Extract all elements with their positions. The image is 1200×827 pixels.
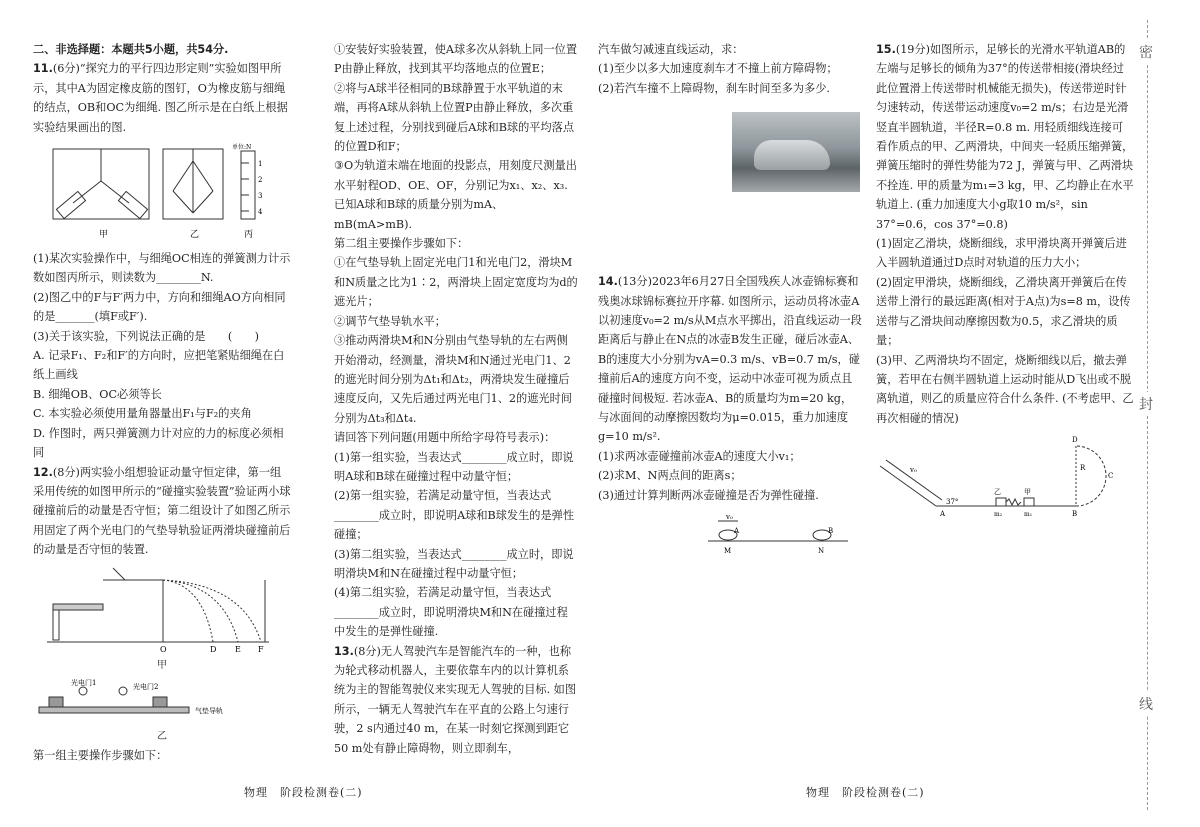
q11-intro [33,59,291,137]
q14-intro [598,272,862,447]
q14-v0-label: v₀ [726,513,733,522]
q15-number: 15. [876,43,896,56]
q13-part-1: (1)至少以多大加速度刹车才不撞上前方障碍物； [598,62,838,76]
q14-label-m: M [724,547,732,556]
q11-fig-jia [53,149,149,219]
q11-figure [33,141,273,245]
q11-part-1: (1)某次实验操作中，与细绳OC相连的弹簧测力计示数如图丙所示，则读数为________N. [33,252,291,285]
q15-part-3: (3)甲、乙两滑块均不固定，烧断细线以后，撤去弹簧，若甲在右侧半圆轨道上运动时能从D飞出或不脱离轨道，则乙的质量应符合什么条件. (不考虑甲、乙再次相碰的情况) [876,353,1134,425]
q11-option-b: B. 细绳OB、OC必须等长 [33,387,162,401]
q15-label-b: B [1072,510,1078,519]
q14-number: 14. [598,275,618,289]
q13-intro [334,642,578,758]
q12-step-1: ①安装好实验装置，使A球多次从斜轨上同一位置P由静止释放，找到其平均落地点的位置E； [334,43,578,76]
q12-answer-3: (3)第二组实验，当表达式________成立时，即说明滑块M和N在碰撞过程中动量守恒； [334,547,574,580]
q14-label-b: B [828,527,834,536]
q12-fig-yi-label: 乙 [157,730,167,742]
q12-figure-jia [33,564,273,652]
binding-char-xian: 线 [1139,692,1153,716]
q12-answer-2: (2)第一组实验，若满足动量守恒，当表达式________成立时，即说明A球和B球发生的是弹性碰撞； [334,489,575,542]
q11-scale-tick: 1 [258,160,263,169]
q15-label-c: C [1108,472,1114,481]
q14-intro-text: (13分)2023年6月27日全国残疾人冰壶锦标赛和残奥冰球锦标赛拉开序幕. 如图所示，运动员将冰壶A以初速度v₀=2 m/s从M点水平掷出，沿直线运动一段距离后与静止在N点的冰壶B发生正碰，碰后冰壶A、B的速度大小分别为vA=0.3 m/s、vB=0.7 m/s，碰撞前后A的速度方向不变，运动中冰壶可视为质点且碰撞时间极短. 若冰壶A、B的质量均为m=20 kg，与冰面间的动摩擦因数均为μ=0.015，重力加速度g=10 m/s². [598,275,862,444]
q11-fig-label-bing: 丙 [244,230,254,241]
q11-fig-bing [241,151,255,219]
footer-right: 物理 阶段检测卷(二) [806,786,925,799]
car-image [754,140,830,170]
q12-group1-steps: 第一组主要操作步骤如下： [33,749,168,763]
q12-group2-step-2: ②调节气垫导轨水平； [334,314,446,328]
q12-group2-step-3: ③推动两滑块M和N分别由气垫导轨的左右两侧开始滑动，经测量，滑块M和N通过光电门1、2的遮光时间分别为Δt₁和Δt₂，两滑块发生碰撞后速度反向，又先后通过两光电门1、2的遮光时间分别为Δt₃和Δt₄. [334,334,572,425]
q13-intro-text: (8分)无人驾驶汽车是智能汽车的一种，也称为轮式移动机器人，主要依靠车内的以计算机系统为主的智能驾驶仪来实现无人驾驶的目标. 如图所示，一辆无人驾驶汽车在平直的公路上匀速行驶，2 s内通过40 m，在某一时刻它探测到距它50 m处有静止障碍物，则立即刹车， [334,644,577,755]
q14-part-2: (2)求M、N两点间的距离s； [598,469,742,483]
q12-gate1-label: 光电门1 [71,678,97,687]
binding-char-feng: 封 [1139,392,1153,416]
q12-intro-text: (8分)两实验小组想验证动量守恒定律，第一组采用传统的如图甲所示的“碰撞实验装置”验证两小球碰撞前后的动量是否守恒；第二组设计了如图乙所示用固定了两个光电门的气垫导轨验证两滑块碰撞前后的动量是否守恒的装置. [33,465,291,557]
q15-label-a: A [940,510,946,519]
footer-left: 物理 阶段检测卷(二) [244,786,363,799]
q15-label-m1: m₁ [1024,511,1033,519]
q12-answer-1: (1)第一组实验，当表达式________成立时，即说明A球和B球在碰撞过程中动量守恒； [334,450,574,483]
q13-continued: 汽车做匀减速直线运动，求： [598,43,744,56]
q12-number: 12. [33,465,53,479]
q12-air-track-label: 气垫导轨 [195,706,223,715]
q15-angle-label: 37° [946,498,959,507]
q14-part-1: (1)求两冰壶碰撞前冰壶A的速度大小v₁； [598,449,801,463]
q12-fig-jia-label: 甲 [157,659,167,671]
q12-point-f: F [258,644,264,652]
q12-answer-4: (4)第二组实验，若满足动量守恒，当表达式________成立时，即说明滑块M和N在碰撞过程中发生的是弹性碰撞. [334,586,568,639]
q11-option-a: A. 记录F₁、F₂和F′的方向时，应把笔紧贴细绳在白纸上画线 [33,349,285,382]
q11-fig-label-yi: 乙 [190,230,200,241]
q13-car-photo [732,112,860,192]
column-1 [33,40,291,766]
section-header: 二、非选择题：本题共5小题，共54分. [33,43,229,56]
q13-part-2: (2)若汽车撞不上障碍物，刹车时间至多为多少. [598,81,830,95]
q12-point-o: O [160,644,167,652]
binding-char-mi: 密 [1139,40,1153,64]
column-3 [598,40,862,561]
q11-scale-tick: 4 [258,208,263,217]
q15-part-2: (2)固定甲滑块，烧断细线，乙滑块离开弹簧后在传送带上滑行的最远距离(相对于A点)为s=8 m，设传送带与乙滑块间动摩擦因数为0.5，求乙滑块的质量； [876,275,1131,348]
q12-point-e: E [235,644,241,652]
q13-number: 13. [334,644,354,658]
q15-label-m2: m₂ [994,511,1003,519]
column-3-gap [598,192,862,272]
q12-figure-yi [33,679,273,723]
q11-fig-label-jia: 甲 [99,230,109,241]
q11-scale-tick: 2 [258,176,263,185]
q15-intro [876,40,1134,234]
q11-option-c: C. 本实验必须使用量角器量出F₁与F₂的夹角 [33,407,252,421]
q12-group2-step-1: ①在气垫导轨上固定光电门1和光电门2，滑块M和N质量之比为1∶2，两滑块上固定宽度均为d的遮光片； [334,256,578,309]
q11-option-d: D. 作图时，两只弹簧测力计对应的力的标度必须相同 [33,426,284,460]
q11-part-3: (3)关于该实验，下列说法正确的是 ( ) [33,329,259,343]
q11-fig-yi [163,149,223,219]
q12-intro [33,463,291,560]
q12-group2-title: 第二组主要操作步骤如下： [334,237,469,251]
q11-scale-tick: 3 [258,192,263,201]
q14-part-3: (3)通过计算判断两冰壶碰撞是否为弹性碰撞. [598,488,819,502]
column-2 [334,40,578,758]
q15-label-yi: 乙 [994,488,1001,497]
q15-label-v0: v₀ [910,466,917,475]
q15-intro-text: (19分)如图所示，足够长的光滑水平轨道AB的左端与足够长的倾角为37°的传送带相接(滑块经过此位置滑上传送带时机械能无损失)，传送带逆时针匀速转动，传送带运动速度v₀=2 m/s；右边是光滑竖直半圆轨道，半径R=0.8 m. 用轻质细线连接可看作质点的甲、乙两滑块，中间夹一轻质压缩弹簧，弹簧压缩时的弹性势能为72 J，弹簧与甲、乙两滑块不拴连. 甲的质量为m₁=3 kg，甲、乙均静止在水平轨道上. (重力加速度大小g取10 m/s²，sin 37°=0.6，cos 37°=0.8) [876,43,1134,231]
q12-point-d: D [210,644,217,652]
q12-step-2: ②将与A球半径相同的B球静置于水平轨道的末端，再将A球从斜轨上位置P由静止释放，多次重复上述过程，分别找到碰后A球和B球的平均落点的位置D和F； [334,81,575,154]
q12-ask: 请回答下列问题(用题中所给字母符号表示)： [334,431,556,445]
q11-number: 11. [33,62,53,76]
q12-gate2-label: 光电门2 [133,682,159,691]
q15-label-jia: 甲 [1024,488,1031,497]
q12-step-3: ③O为轨道末端在地面的投影点，用刻度尺测量出水平射程OD、OE、OF，分别记为x₁、x₂、x₃. 已知A球和B球的质量分别为mA、mB(mA>mB). [334,159,577,231]
q14-label-n: N [818,547,825,556]
q11-scale-unit: 单位:N [232,144,252,152]
q15-figure [876,432,1126,520]
q15-part-1: (1)固定乙滑块，烧断细线，求甲滑块离开弹簧后进入半圆轨道通过D点时对轨道的压力大小； [876,237,1127,270]
q15-label-d: D [1072,436,1078,445]
q15-label-r: R [1080,464,1086,473]
q14-label-a: A [734,527,740,536]
column-4 [876,40,1134,524]
q11-part-2: (2)图乙中的F与F′两力中，方向和细绳AO方向相同的是_______(填F或F′). [33,290,286,324]
q11-intro-text: (6分)“探究力的平行四边形定则”实验如图甲所示，其中A为固定橡皮筋的图钉，O为橡皮筋与细绳的结点，OB和OC为细绳. 图乙所示是在白纸上根据实验结果画出的图. [33,62,288,134]
